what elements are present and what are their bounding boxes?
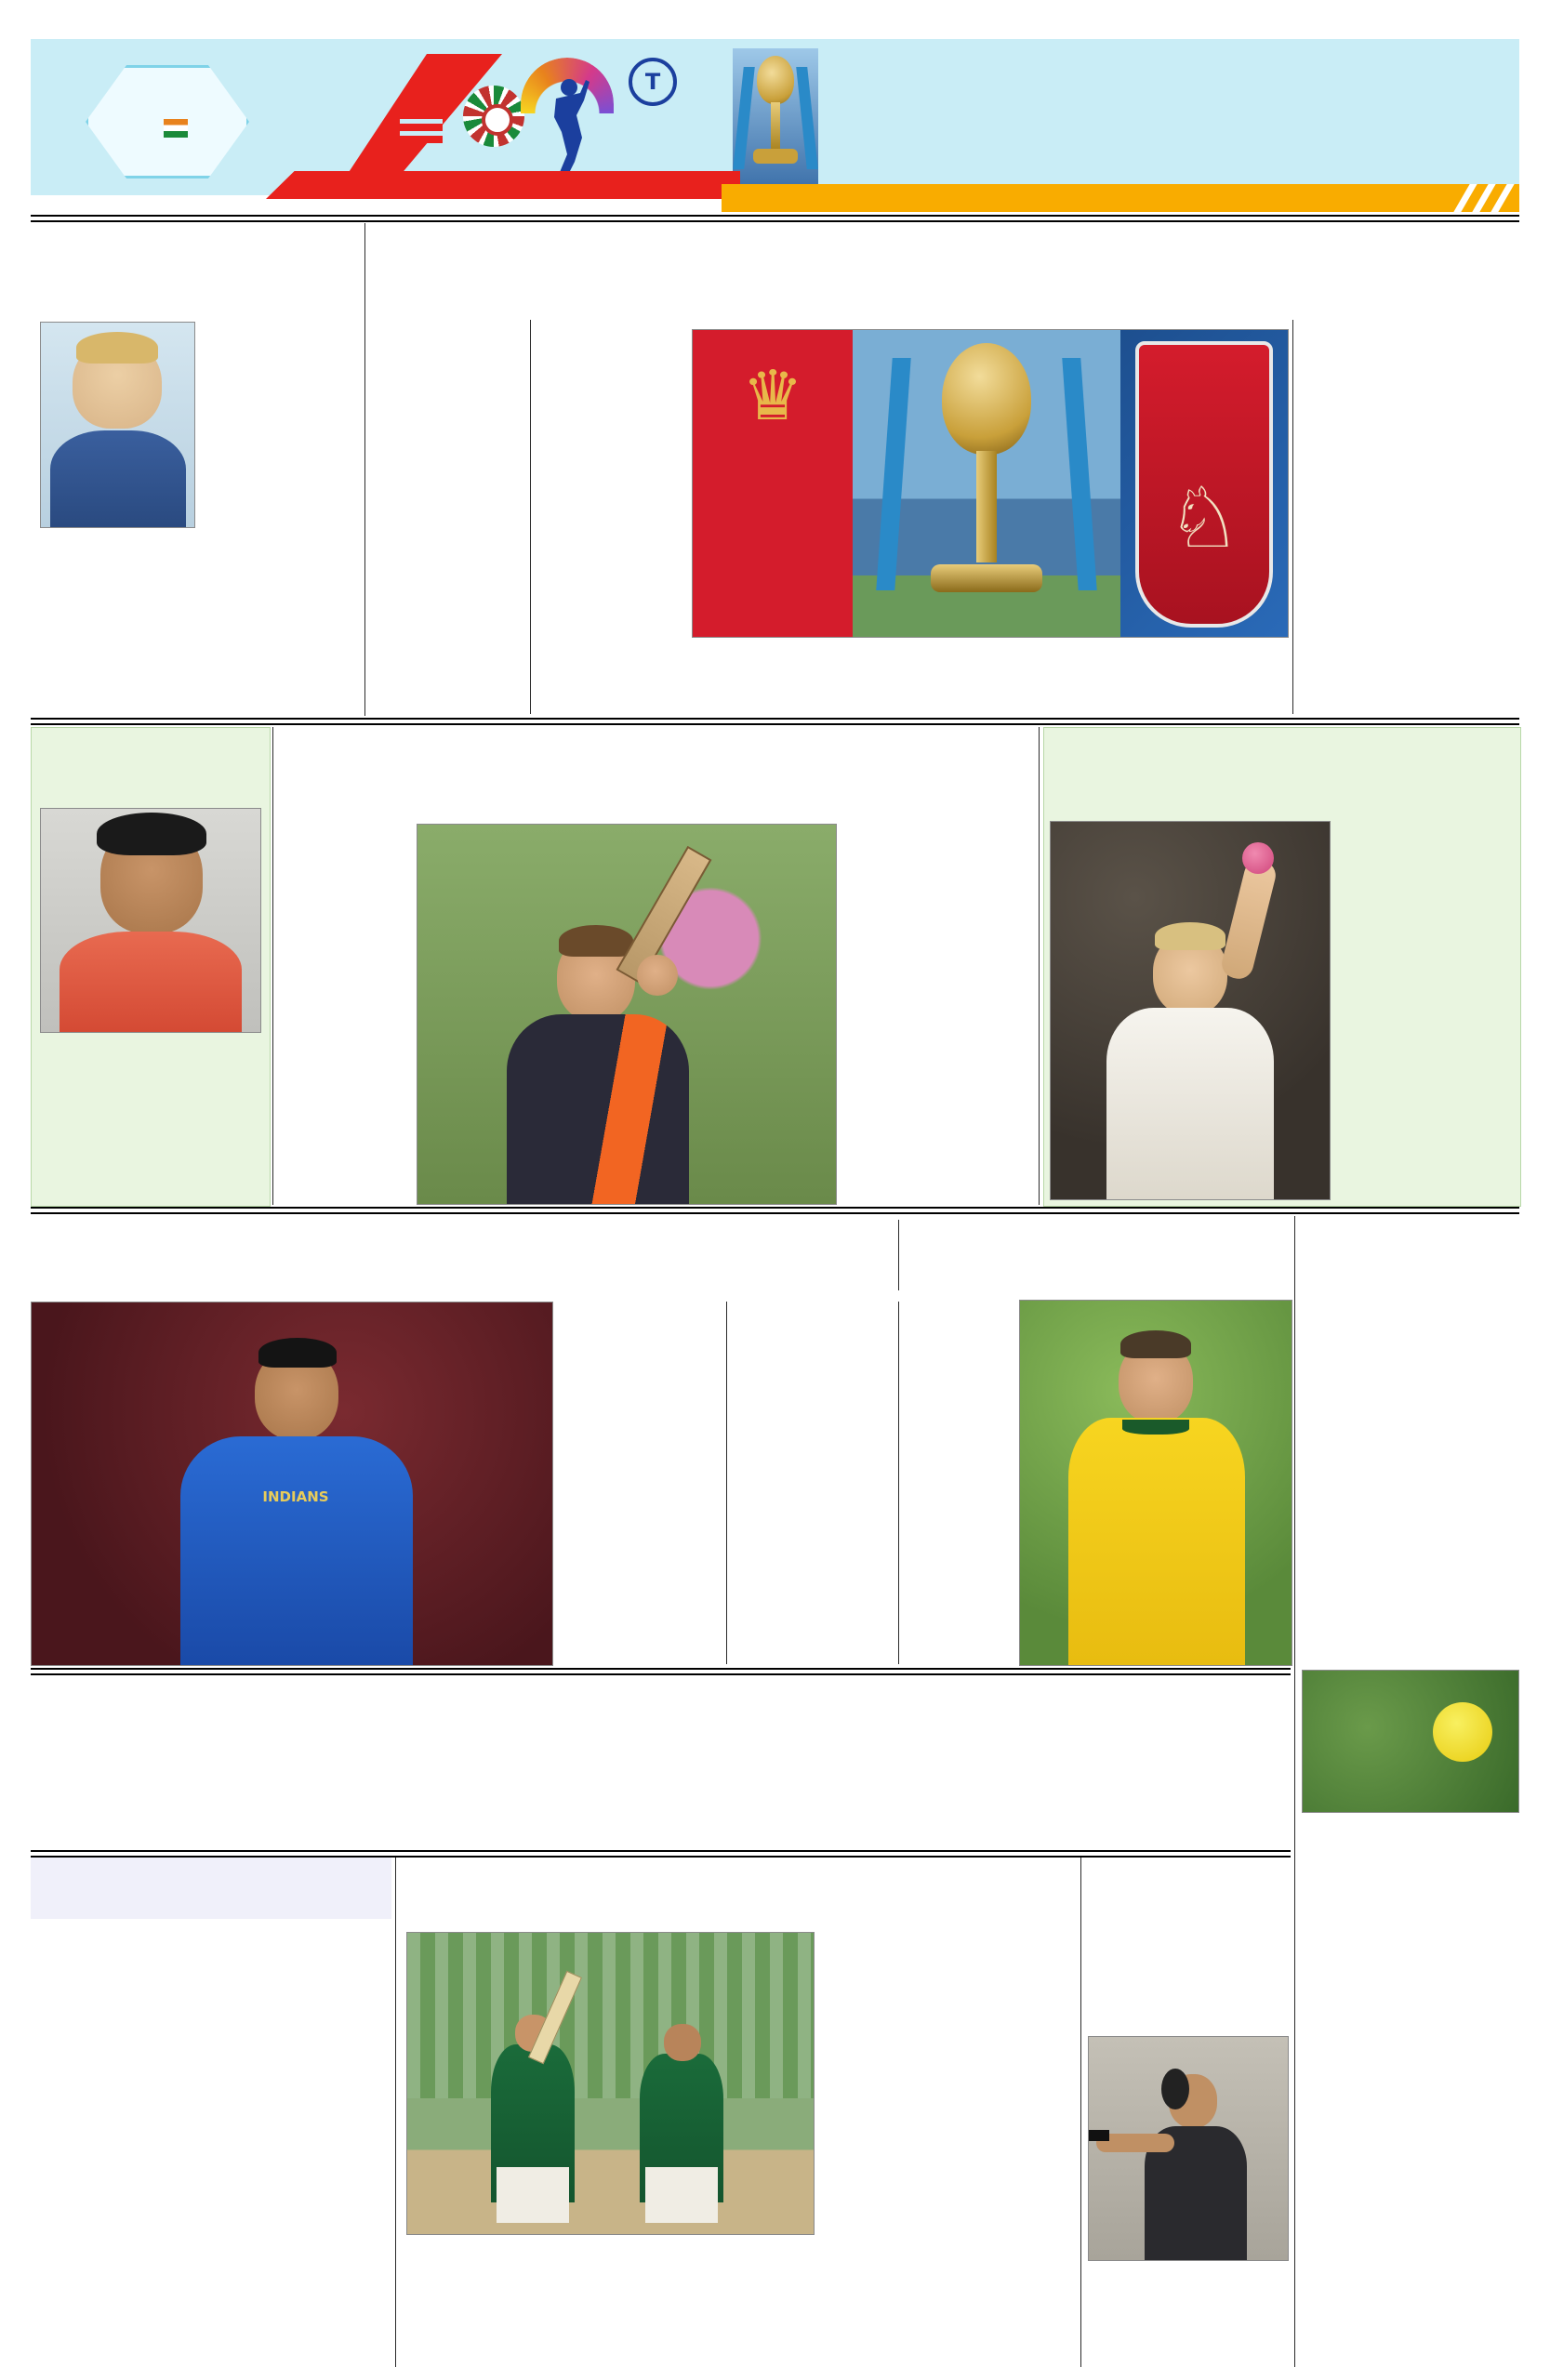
trophy-stadium xyxy=(853,330,1120,637)
pink-ball-icon xyxy=(1242,842,1274,874)
fine-col-2 xyxy=(734,1328,892,1664)
gukesh-headline xyxy=(31,1858,391,1865)
main-headline xyxy=(372,212,1517,324)
pistol-icon xyxy=(1089,2130,1109,2141)
iyer-hair xyxy=(97,813,206,855)
tata-circle-icon: T xyxy=(629,58,677,106)
klaasen-left-col xyxy=(279,824,409,1201)
root-body-bottom xyxy=(33,537,359,712)
joe-root-photo xyxy=(40,322,195,528)
trophy-ribbon-right xyxy=(796,67,818,169)
root-body-col xyxy=(201,322,359,528)
gukesh-headline-box xyxy=(31,1858,391,1919)
batsman-silhouette-icon xyxy=(528,73,603,184)
cricketer-photo-strip xyxy=(1127,39,1519,195)
hockey-body xyxy=(33,1740,1063,1844)
root-hair xyxy=(76,332,158,364)
broad-headline xyxy=(1052,737,1513,786)
hardik-jersey-text: INDIANS xyxy=(262,1488,329,1505)
divider xyxy=(1080,1858,1081,2367)
shooting-headline xyxy=(1086,1861,1289,1978)
ear-muffs-icon xyxy=(1161,2069,1189,2109)
broad-shirt xyxy=(1106,1008,1274,1199)
iyer-headline xyxy=(37,735,264,780)
iyer-body xyxy=(40,1038,261,1198)
trophy-cup xyxy=(757,56,794,104)
maxwell-ball-caption xyxy=(1302,1815,1517,1837)
rcb-trophy-pbks-image xyxy=(692,329,1289,638)
pakistan-body-below xyxy=(406,2241,813,2365)
klaasen-headline xyxy=(279,724,1034,825)
chakra-center xyxy=(482,104,513,136)
klaasen-photo xyxy=(417,824,837,1205)
trophy-stem xyxy=(771,102,780,151)
trophy-base xyxy=(753,149,798,164)
divider xyxy=(1292,320,1293,714)
yellow-ball-icon xyxy=(1433,1702,1492,1762)
divider xyxy=(272,727,273,1205)
root-headline xyxy=(33,229,358,314)
pbksfinal-body xyxy=(34,2174,388,2365)
pbksfinal-headline xyxy=(34,2099,388,2149)
ribbon-right xyxy=(1062,358,1096,590)
root-jersey xyxy=(50,430,186,527)
maxwell-headline xyxy=(37,1204,893,1305)
hockey-headline xyxy=(37,1668,1288,1742)
broad-article-box xyxy=(1043,727,1521,1207)
broad-hair xyxy=(1155,922,1225,950)
maxwell-ball-photo xyxy=(1302,1670,1519,1813)
shreyas-iyer-photo xyxy=(40,808,261,1033)
ipl-trophy-image xyxy=(733,48,818,193)
rcb-logo xyxy=(693,330,853,637)
flag-stripes-icon xyxy=(164,119,188,138)
stuart-broad-photo xyxy=(1050,821,1331,1200)
maxwell-collar xyxy=(1122,1420,1189,1435)
divider xyxy=(898,1302,899,1664)
broad-body xyxy=(1336,825,1513,1197)
pakistan-match-photo xyxy=(406,1932,815,2235)
main-below-image xyxy=(692,641,1287,712)
main-col-1 xyxy=(374,320,523,714)
maxwell-right-col-1 xyxy=(1302,1328,1517,1662)
main-col-2 xyxy=(537,320,686,714)
iyer-jersey xyxy=(60,932,242,1032)
maxwell-hair xyxy=(1120,1330,1191,1358)
trophy-ribbon-left xyxy=(733,67,755,169)
pakistan-headline xyxy=(401,1847,1079,1935)
crowd-blur xyxy=(407,1933,814,2098)
divider xyxy=(1039,727,1040,1205)
trophy-base-large xyxy=(931,564,1042,592)
sports-band xyxy=(722,184,1519,212)
trophy-stem-large xyxy=(976,451,997,562)
klaasen-glove xyxy=(637,955,678,996)
klaasen-jersey xyxy=(507,1014,689,1204)
divider xyxy=(726,1302,727,1664)
divider xyxy=(898,1220,899,1290)
iyer-article-box xyxy=(31,727,271,1207)
date-strip-band xyxy=(266,171,740,199)
pak-batsman-2-head xyxy=(664,2024,701,2061)
hardik-hair xyxy=(258,1338,337,1368)
broad-arm xyxy=(1219,857,1278,982)
main-right-col xyxy=(1300,348,1517,712)
pbks-logo xyxy=(1120,330,1288,637)
divider xyxy=(395,1858,396,2367)
trophy-cup-large xyxy=(942,343,1031,455)
maxwell-jersey xyxy=(1068,1418,1245,1665)
pak-pads-1 xyxy=(497,2167,569,2223)
divider xyxy=(364,223,365,716)
rcb-lion-icon: ♛ xyxy=(741,356,804,436)
gukesh-body xyxy=(34,1947,388,2092)
pbks-lion-icon: ♘ xyxy=(1166,469,1242,567)
pakistan-right-cols xyxy=(822,1960,1075,2365)
red-bars-icon xyxy=(400,112,443,143)
klaasen-hair xyxy=(559,925,633,957)
hardik-jersey xyxy=(180,1436,413,1665)
hardik-pandya-photo xyxy=(31,1302,553,1666)
divider xyxy=(1294,1216,1295,2367)
maxwell-col-narrow xyxy=(906,1302,1012,1664)
sahara-one-icon xyxy=(234,43,272,91)
shooter-photo xyxy=(1088,2036,1289,2261)
pak-pads-2 xyxy=(645,2167,718,2223)
klaasen-right-col xyxy=(842,852,1034,1201)
fine-headline xyxy=(906,1204,1517,1305)
glenn-maxwell-photo xyxy=(1019,1300,1292,1666)
shooting-body xyxy=(1086,2267,1289,2365)
ribbon-left xyxy=(876,358,910,590)
divider xyxy=(530,320,531,714)
ipl-team-logos-row xyxy=(826,82,1123,138)
maxwell-right-col-2 xyxy=(1302,1841,1517,2363)
fine-col-1 xyxy=(559,1302,719,1664)
